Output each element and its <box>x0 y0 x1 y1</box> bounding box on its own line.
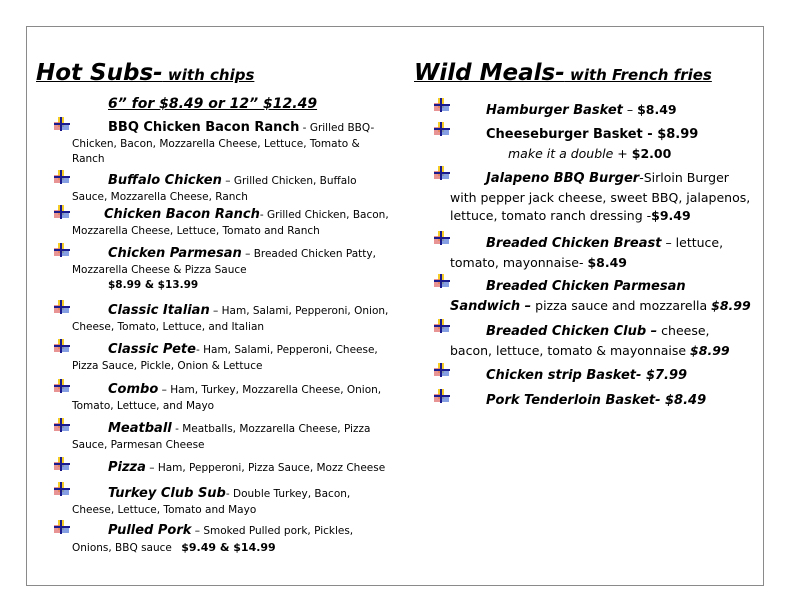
hot-subs-subtitle: with chips <box>162 66 255 84</box>
item-name: Buffalo Chicken <box>108 173 222 188</box>
menu-item <box>450 366 754 386</box>
item-desc: cheese, bacon, lettuce, tomato & mayonnaise <box>450 323 710 358</box>
item-desc: Ham, Salami, Pepperoni, Onion, Cheese, Tomato, Lettuce, and Italian <box>72 305 389 333</box>
item-price: $8.99 & $13.99 <box>108 279 199 291</box>
item-sep: – <box>622 102 638 117</box>
menu-item <box>450 169 754 226</box>
bullet-icon <box>54 300 70 314</box>
item-name: Chicken Parmesan <box>108 246 242 261</box>
bullet-icon <box>54 339 70 353</box>
bullet-icon <box>54 457 70 471</box>
item-sep: – <box>191 525 204 537</box>
item-price: $8.49 <box>637 102 677 117</box>
menu-item <box>450 391 754 411</box>
item-sep: – <box>158 384 171 396</box>
item-name: Breaded Chicken Club – <box>486 324 658 339</box>
item-name: Meatball <box>108 421 172 436</box>
item-price: $8.49 <box>587 254 627 270</box>
item-desc: pizza sauce and mozzarella <box>531 297 712 313</box>
bullet-icon <box>434 166 450 180</box>
item-name: Hamburger Basket <box>486 103 623 118</box>
item-desc: Ham, Pepperoni, Pizza Sauce, Mozz Cheese <box>157 462 386 474</box>
hot-subs-heading: Hot Subs- <box>36 60 163 86</box>
menu-item <box>72 421 390 453</box>
bullet-icon <box>54 418 70 432</box>
item-desc: lettuce, tomato, mayonnaise- <box>450 235 724 270</box>
bullet-icon <box>434 319 450 333</box>
menu-item <box>72 460 390 477</box>
item-name: Classic Italian <box>108 303 210 318</box>
bullet-icon <box>434 274 450 288</box>
bullet-icon <box>54 520 70 534</box>
bullet-icon <box>54 117 70 131</box>
menu-item <box>72 523 390 556</box>
wild-meals-subtitle: with French fries <box>564 66 712 84</box>
item-sep: - <box>259 209 267 221</box>
item-sep: – <box>209 305 222 317</box>
item-desc: Grilled BBQ-Chicken, Bacon, Mozzarella Cheese, Lettuce, Tomato & Ranch <box>72 122 375 165</box>
menu-item <box>72 120 390 168</box>
menu-item <box>72 246 390 294</box>
menu-item <box>72 173 390 205</box>
bullet-icon <box>54 243 70 257</box>
item-name: BBQ Chicken Bacon Ranch <box>108 120 300 135</box>
hot-subs-sizes: 6” for $8.49 or 12” $12.49 <box>108 96 318 112</box>
bullet-icon <box>434 389 450 403</box>
menu-item <box>450 322 754 360</box>
bullet-icon <box>434 231 450 245</box>
bullet-icon <box>54 170 70 184</box>
item-price: $9.49 & $14.99 <box>181 540 276 554</box>
item-name: Turkey Club Sub <box>108 486 226 501</box>
item-sep: – <box>221 175 234 187</box>
item-sep: - <box>639 170 644 185</box>
bullet-icon <box>434 122 450 136</box>
item-desc: Grilled Chicken, Bacon, Mozzarella Cheese, Lettuce, Tomato and Ranch <box>72 209 389 237</box>
wild-meals-heading: Wild Meals- <box>414 60 565 86</box>
item-name: Pork Tenderloin Basket- $8.49 <box>486 393 707 408</box>
bullet-icon <box>434 363 450 377</box>
item-desc: Breaded Chicken Patty, Mozzarella Cheese & Pizza Sauce <box>72 248 376 276</box>
item-sep: – <box>661 235 676 250</box>
item-desc: Meatballs, Mozzarella Cheese, Pizza Sauce, Parmesan Cheese <box>72 423 371 451</box>
item-name: Pulled Pork <box>108 523 192 538</box>
item-desc: Ham, Salami, Pepperoni, Cheese, Pizza Sauce, Pickle, Onion & Lettuce <box>72 344 378 372</box>
menu-item <box>72 486 390 518</box>
item-name: Jalapeno BBQ Burger <box>486 171 640 186</box>
menu-item <box>450 125 754 163</box>
item-desc: Sirloin Burger with pepper jack cheese, sweet BBQ, jalapenos, lettuce, tomato ranch dressing - <box>450 170 751 223</box>
menu-item <box>72 207 390 239</box>
hot-subs-title <box>36 60 254 86</box>
bullet-icon <box>54 205 70 219</box>
bullet-icon <box>54 379 70 393</box>
item-sep: - <box>195 344 204 356</box>
item-extra-price: $2.00 <box>631 145 672 161</box>
menu-item <box>450 234 754 272</box>
wild-meals-title <box>414 60 712 86</box>
item-desc: Double Turkey, Bacon, Cheese, Lettuce, Tomato and Mayo <box>72 488 351 516</box>
bullet-icon <box>54 482 70 496</box>
item-price: $8.99 <box>690 342 730 358</box>
menu-item <box>450 277 754 316</box>
menu-item <box>72 342 390 374</box>
item-name: Breaded Chicken Parmesan Sandwich – <box>450 279 686 314</box>
item-desc: Grilled Chicken, Buffalo Sauce, Mozzarella Cheese, Ranch <box>72 175 357 203</box>
item-desc: Ham, Turkey, Mozzarella Cheese, Onion, Tomato, Lettuce, and Mayo <box>72 384 382 412</box>
item-price: $8.99 <box>711 297 751 313</box>
item-name: Combo <box>108 382 159 397</box>
item-name: Breaded Chicken Breast <box>486 236 662 251</box>
item-extra <box>450 145 754 164</box>
item-sep: - <box>171 423 183 435</box>
item-name: Classic Pete <box>108 342 196 357</box>
item-name: Pizza <box>108 460 146 475</box>
bullet-icon <box>434 98 450 112</box>
item-price: $9.49 <box>651 208 691 223</box>
item-name: Chicken strip Basket- $7.99 <box>486 368 688 383</box>
menu-item <box>72 303 390 335</box>
item-sep: - <box>225 488 234 500</box>
item-sep: – <box>145 462 158 474</box>
item-extra-text: make it a double + <box>508 145 632 161</box>
item-sep: – <box>241 248 254 260</box>
menu-item <box>72 382 390 414</box>
menu-item <box>450 101 754 121</box>
item-desc: Smoked Pulled pork, Pickles, Onions, BBQ sauce <box>72 525 354 554</box>
item-name: Cheeseburger Basket - $8.99 <box>486 127 699 142</box>
item-name: Chicken Bacon Ranch <box>104 207 260 222</box>
item-sep: - <box>299 122 310 134</box>
